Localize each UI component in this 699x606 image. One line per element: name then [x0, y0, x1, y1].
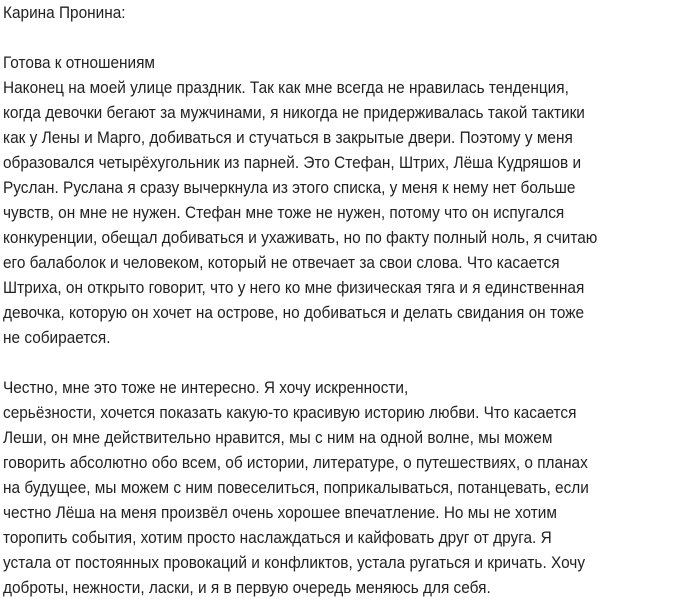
heading: Готова к отношениям — [3, 53, 156, 72]
text-line: устала от постоянных провокаций и конфликтов, устала ругаться и кричать. Хочу — [3, 553, 586, 572]
blank-line — [3, 350, 655, 375]
text-line: честно Лёша на меня произвёл очень хорошее впечатление. Но мы не хотим — [3, 503, 557, 522]
text-line: не собирается. — [3, 328, 111, 347]
author-label: Карина Пронина: — [3, 3, 126, 22]
text-line: серьёзности, хочется показать какую-то красивую историю любви. Что касается — [3, 403, 577, 422]
paragraph-1 — [3, 75, 655, 350]
document-body — [3, 0, 655, 600]
text-line: конкуренции, обещал добиваться и ухаживать, но по факту полный ноль, я считаю — [3, 228, 598, 247]
text-line: как у Лены и Марго, добиваться и стучаться в закрытые двери. Поэтому у меня — [3, 128, 573, 147]
text-line: доброты, нежности, ласки, и я в первую очередь меняюсь для себя. — [3, 578, 491, 597]
text-line: Наконец на моей улице праздник. Так как мне всегда не нравилась тенденция, — [3, 78, 569, 97]
text-line: торопить события, хотим просто наслаждаться и кайфовать друг от друга. Я — [3, 528, 552, 547]
text-line: Руслан. Руслана я сразу вычеркнула из этого списка, у меня к нему нет больше — [3, 178, 576, 197]
text-line: Леши, он мне действительно нравится, мы с ним на одной волне, мы можем — [3, 428, 553, 447]
text-line: Честно, мне это тоже не интересно. Я хочу искренности, — [3, 378, 409, 397]
text-line: на будущее, мы можем с ним повеселиться, поприкалываться, потанцевать, если — [3, 478, 589, 497]
text-line: Штриха, он открыто говорит, что у него ко мне физическая тяга и я единственная — [3, 278, 585, 297]
text-line: его балаболок и человеком, который не отвечает за свои слова. Что касается — [3, 253, 560, 272]
text-line: чувств, он мне не нужен. Стефан мне тоже не нужен, потому что он испугался — [3, 203, 565, 222]
paragraph-2 — [3, 375, 655, 600]
text-line: девочка, которую он хочет на острове, но добиваться и делать свидания он тоже — [3, 303, 585, 322]
text-line: говорить абсолютно обо всем, об истории, литературе, о путешествиях, о планах — [3, 453, 588, 472]
blank-line — [3, 25, 655, 50]
text-line: образовался четырёхугольник из парней. Это Стефан, Штрих, Лёша Кудряшов и — [3, 153, 582, 172]
text-line: когда девочки бегают за мужчинами, я никогда не придерживалась такой тактики — [3, 103, 585, 122]
